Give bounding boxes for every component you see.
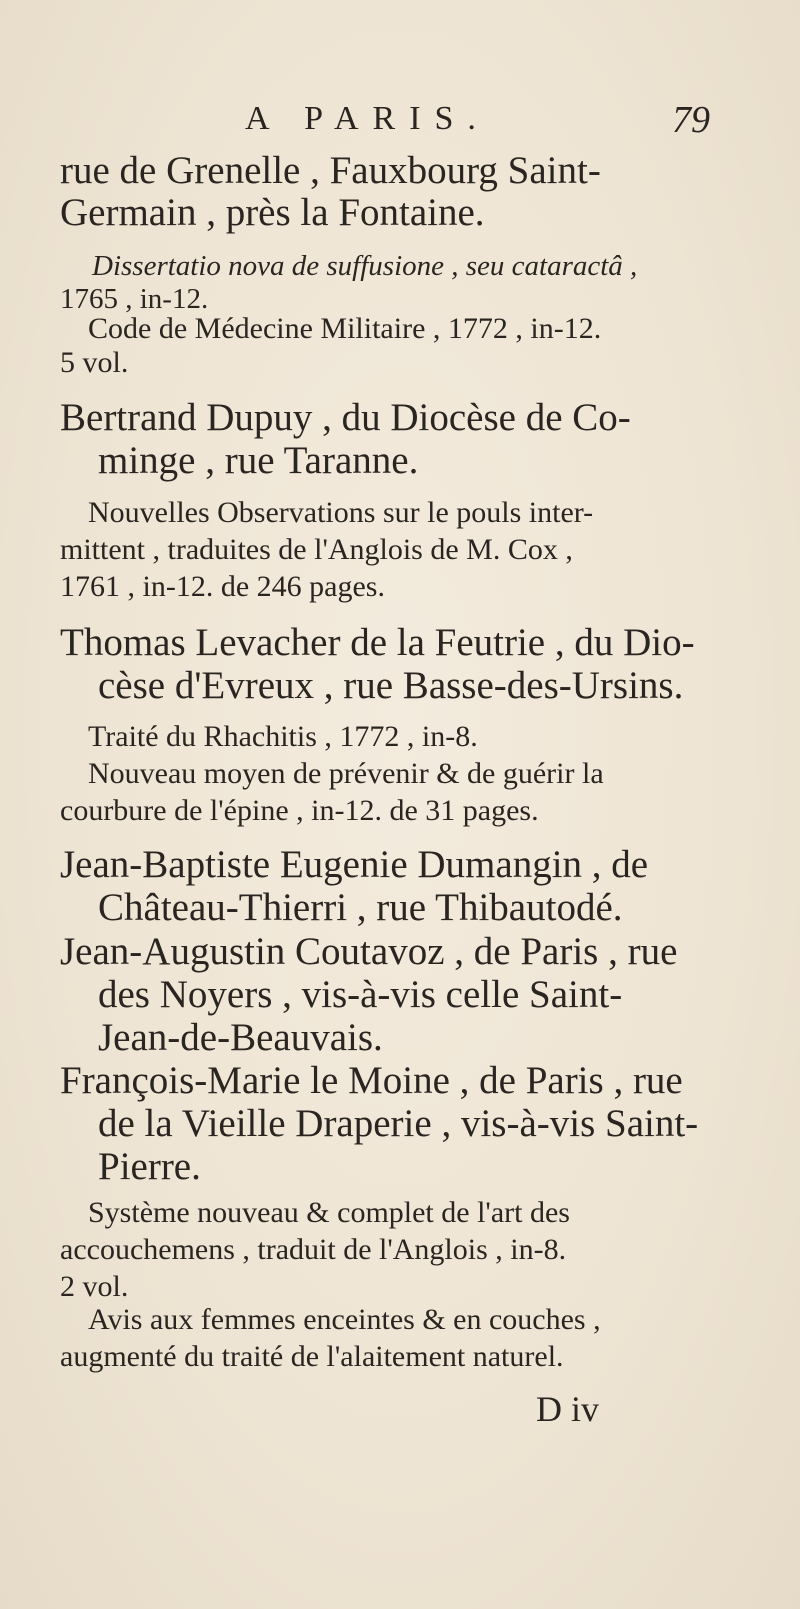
work-line: augmenté du traité de l'alaitement naturel.: [60, 1340, 564, 1373]
author-line: de la Vieille Draperie , vis-à-vis Saint-: [98, 1102, 699, 1145]
author-line: Jean-Augustin Coutavoz , de Paris , rue: [60, 930, 678, 973]
author-line: Jean-de-Beauvais.: [98, 1016, 383, 1059]
author-line: Pierre.: [98, 1145, 201, 1188]
work-line: Traité du Rhachitis , 1772 , in-8.: [88, 720, 478, 753]
work-line: 5 vol.: [60, 346, 129, 379]
page-header: [60, 99, 710, 150]
author-line: Jean-Baptiste Eugenie Dumangin , de: [60, 843, 649, 886]
work-line: Avis aux femmes enceintes & en couches ,: [88, 1303, 601, 1336]
author-line: Thomas Levacher de la Feutrie , du Dio-: [60, 621, 695, 664]
author-line: rue de Grenelle , Fauxbourg Saint-: [60, 149, 601, 192]
author-line: Germain , près la Fontaine.: [60, 191, 485, 234]
work-line: Code de Médecine Militaire , 1772 , in-12.: [88, 312, 602, 345]
work-line: Système nouveau & complet de l'art des: [88, 1196, 570, 1229]
page-number: 79: [672, 99, 710, 141]
running-title: A PARIS.: [245, 100, 490, 137]
work-line: mittent , traduites de l'Anglois de M. Cox ,: [60, 533, 573, 566]
author-line: minge , rue Taranne.: [98, 439, 419, 482]
work-line: 1765 , in-12.: [60, 283, 209, 315]
author-line: cèse d'Evreux , rue Basse-des-Ursins.: [98, 664, 684, 707]
work-line: Dissertatio nova de suffusione , seu cataractâ ,: [92, 250, 638, 282]
signature-mark: D iv: [536, 1389, 599, 1429]
author-line: François-Marie le Moine , de Paris , rue: [60, 1059, 683, 1102]
work-line: 2 vol.: [60, 1270, 129, 1303]
work-line: courbure de l'épine , in-12. de 31 pages.: [60, 794, 539, 827]
work-line: accouchemens , traduit de l'Anglois , in-8.: [60, 1233, 567, 1266]
author-line: Château-Thierri , rue Thibautodé.: [98, 886, 623, 929]
work-line: Nouveau moyen de prévenir & de guérir la: [88, 757, 604, 790]
author-line: des Noyers , vis-à-vis celle Saint-: [98, 973, 623, 1016]
author-line: Bertrand Dupuy , du Diocèse de Co-: [60, 396, 631, 439]
work-line: Nouvelles Observations sur le pouls inter-: [88, 496, 594, 529]
work-line: 1761 , in-12. de 246 pages.: [60, 570, 385, 603]
